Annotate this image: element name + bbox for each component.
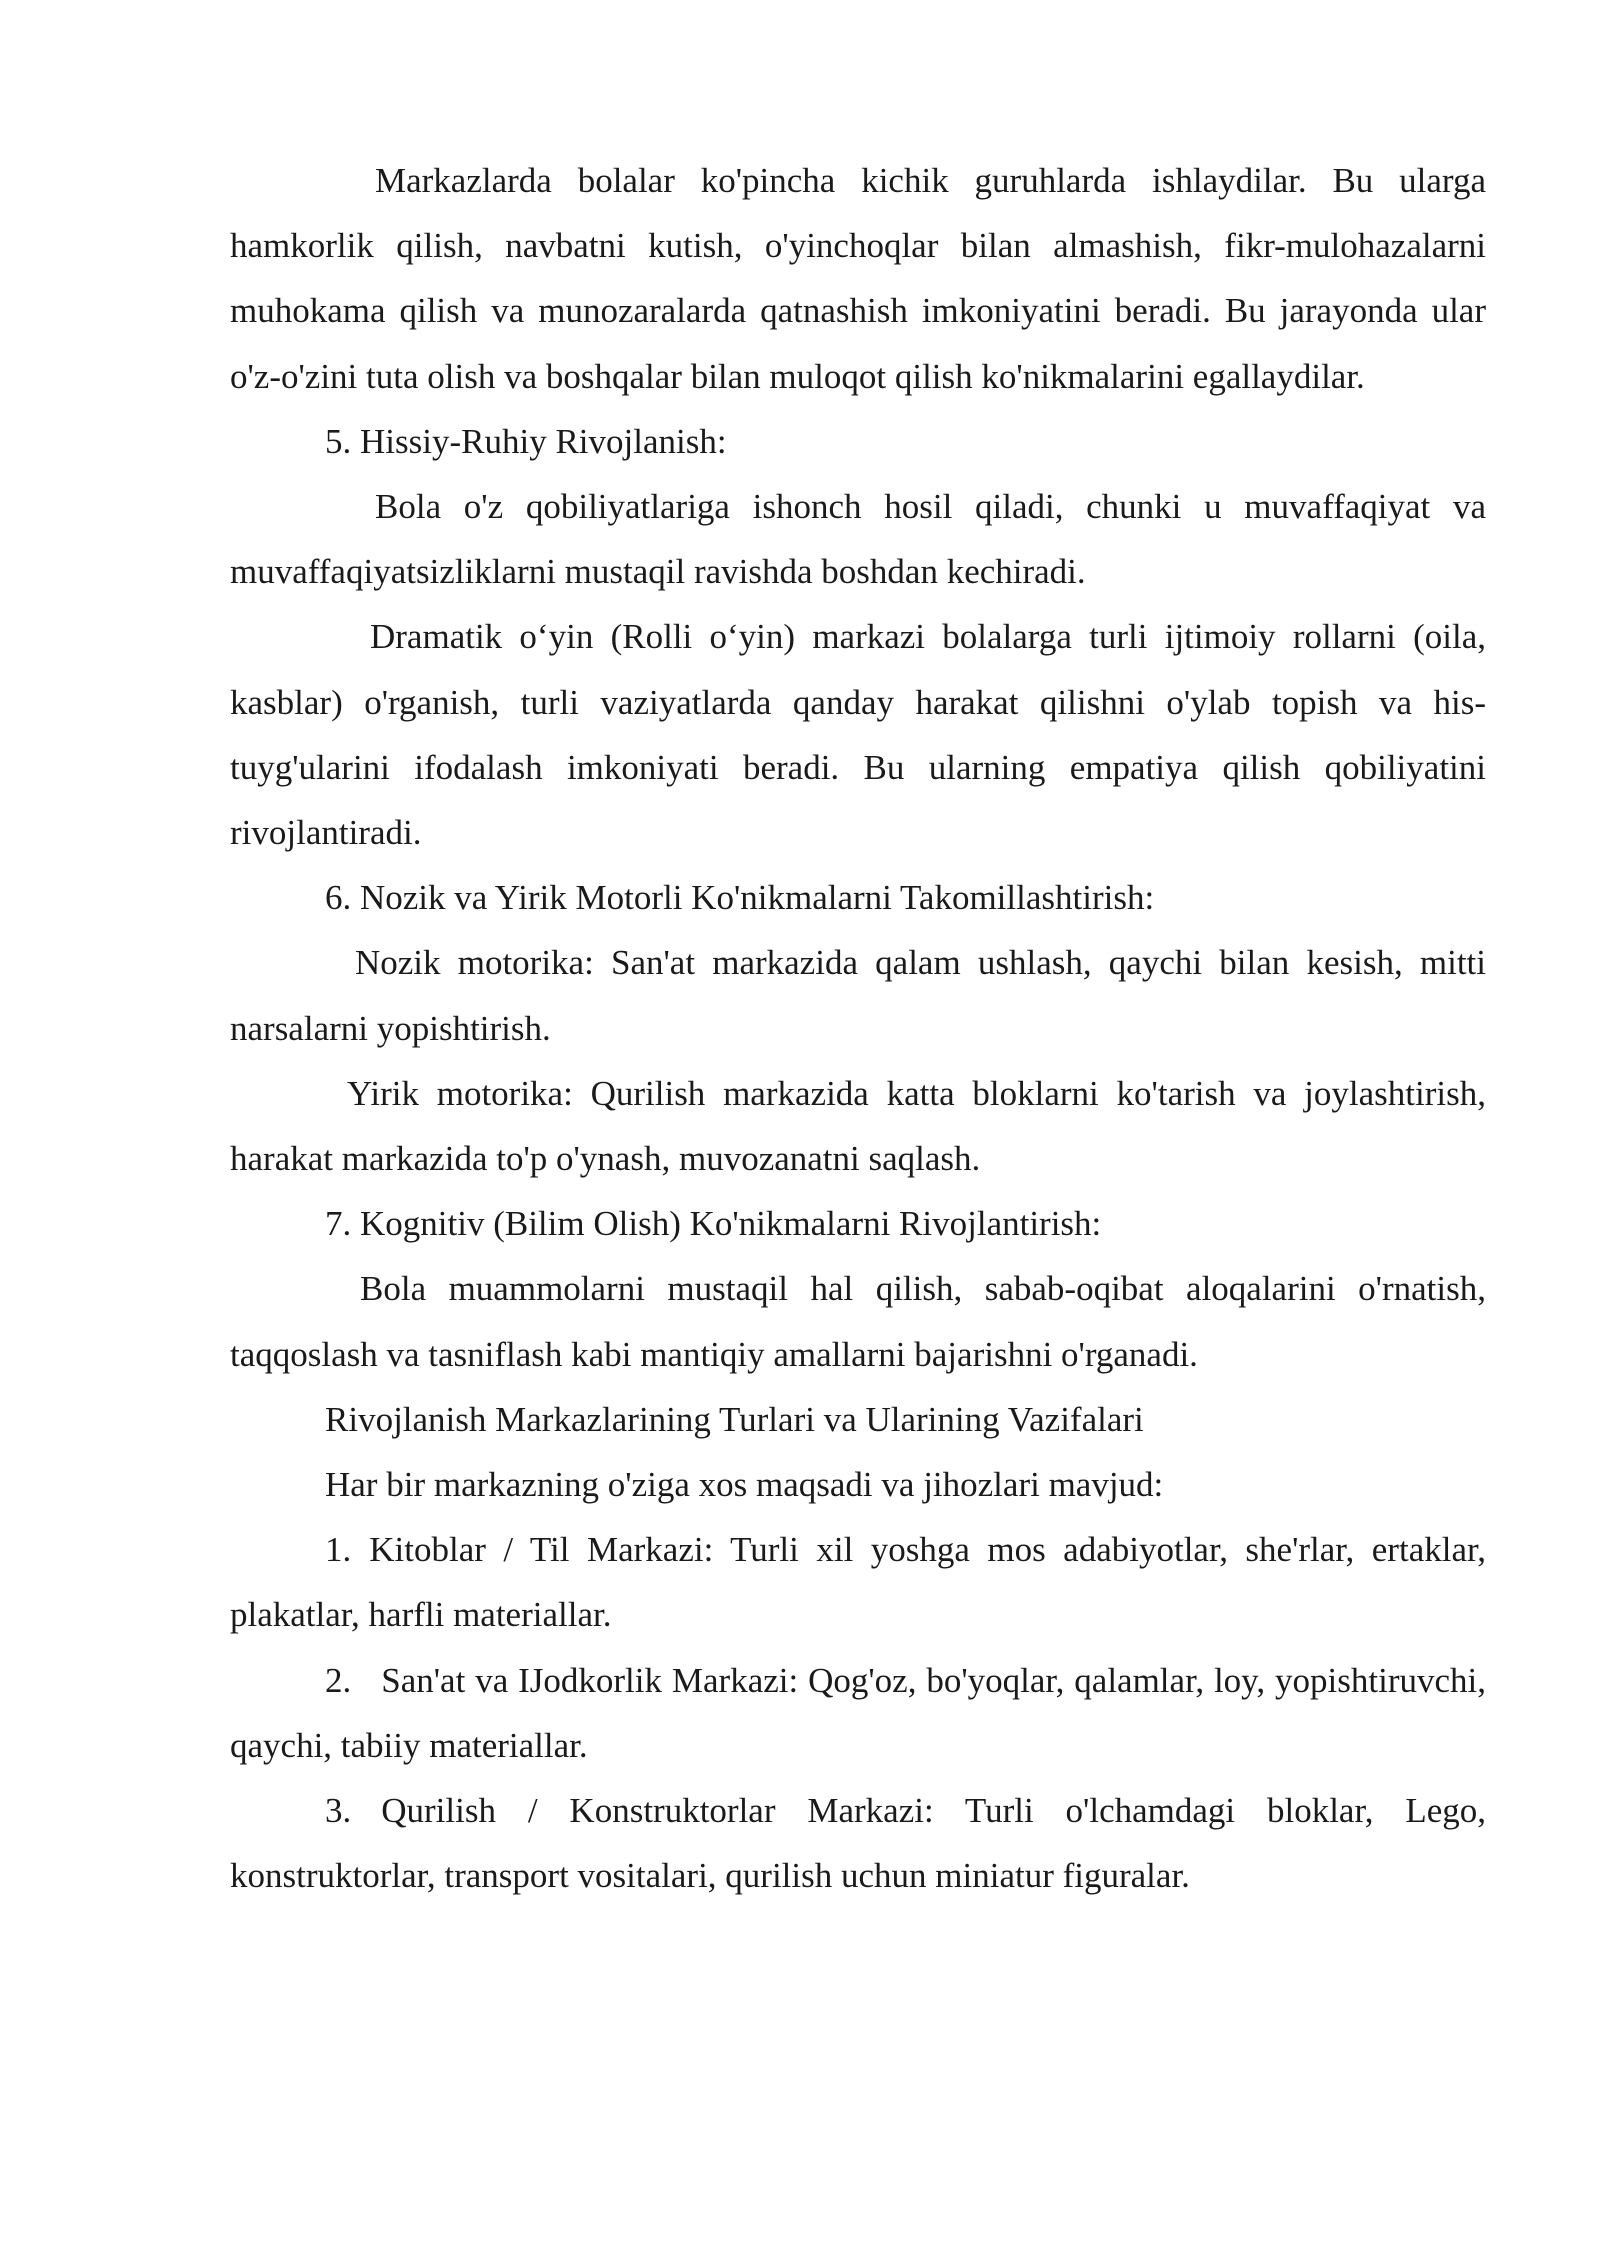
list-item-text: Kitoblar / Til Markazi: Turli xil yoshga mos adabiyotlar, she'rlar, ertaklar, plakatlar, harfli materiallar. — [230, 1530, 1486, 1635]
heading-motor-skills: 6. Nozik va Yirik Motorli Ko'nikmalarni Takomillashtirish: — [325, 878, 1155, 918]
list-item-books-center — [230, 1517, 1486, 1647]
list-number: 2. — [325, 1660, 352, 1700]
list-number: 3. — [325, 1791, 352, 1831]
paragraph-fine-motor: Nozik motorika: San'at markazida qalam ushlash, qaychi bilan kesish, mitti narsalarni yopishtirish. — [230, 943, 1486, 1048]
paragraph-social-skills: Markazlarda bolalar ko'pincha kichik guruhlarda ishlaydilar. Bu ularga hamkorlik qilish, navbatni kutish, o'yinchoqlar bilan almashish, fikr-mulohazalarni muhokama qilish va munozaralarda qatnashish imkoniyatini beradi. Bu jarayonda ular o'z-o'zini tuta olish va boshqalar bilan muloqot qilish ko'nikmalarini egallaydilar. — [230, 161, 1486, 396]
list-item-construction-center — [230, 1778, 1486, 1908]
paragraph-dramatic-play: Dramatik o‘yin (Rolli o‘yin) markazi bolalarga turli ijtimoiy rollarni (oila, kasblar) o'rganish, turli vaziyatlarda qanday harakat qilishni o'ylab topish va his-tuyg'ularini ifodalash imkoniyati beradi. Bu ularning empatiya qilish qobiliyatini rivojlantiradi. — [230, 617, 1486, 853]
list-item-text: Qurilish / Konstruktorlar Markazi: Turli o'lchamdagi bloklar, Lego, konstruktorlar, transport vositalari, qurilish uchun miniatur figuralar. — [230, 1791, 1486, 1896]
heading-center-types: Rivojlanish Markazlarining Turlari va Ularining Vazifalari — [325, 1399, 1144, 1439]
paragraph-gross-motor: Yirik motorika: Qurilish markazida katta bloklarni ko'tarish va joylashtirish, harakat markazida to'p o'ynash, muvozanatni saqlash. — [230, 1073, 1486, 1179]
document-page — [230, 148, 1486, 1908]
paragraph-center-intro: Har bir markazning o'ziga xos maqsadi va jihozlari mavjud: — [325, 1465, 1164, 1505]
heading-emotional-development: 5. Hissiy-Ruhiy Rivojlanish: — [325, 421, 727, 461]
paragraph-self-confidence: Bola o'z qobiliyatlariga ishonch hosil qiladi, chunki u muvaffaqiyat va muvaffaqiyatsizliklarni mustaqil ravishda boshdan kechiradi. — [230, 487, 1486, 592]
list-number: 1. — [325, 1530, 352, 1570]
paragraph-problem-solving: Bola muammolarni mustaqil hal qilish, sabab-oqibat aloqalarini o'rnatish, taqqoslash va tasniflash kabi mantiqiy amallarni bajarishni o'rganadi. — [230, 1269, 1486, 1374]
list-item-text: San'at va IJodkorlik Markazi: Qog'oz, bo'yoqlar, qalamlar, loy, yopishtiruvchi, qaychi, tabiiy materiallar. — [230, 1660, 1486, 1765]
list-item-art-center — [230, 1648, 1486, 1778]
heading-cognitive-skills: 7. Kognitiv (Bilim Olish) Ko'nikmalarni Rivojlantirish: — [325, 1204, 1102, 1244]
